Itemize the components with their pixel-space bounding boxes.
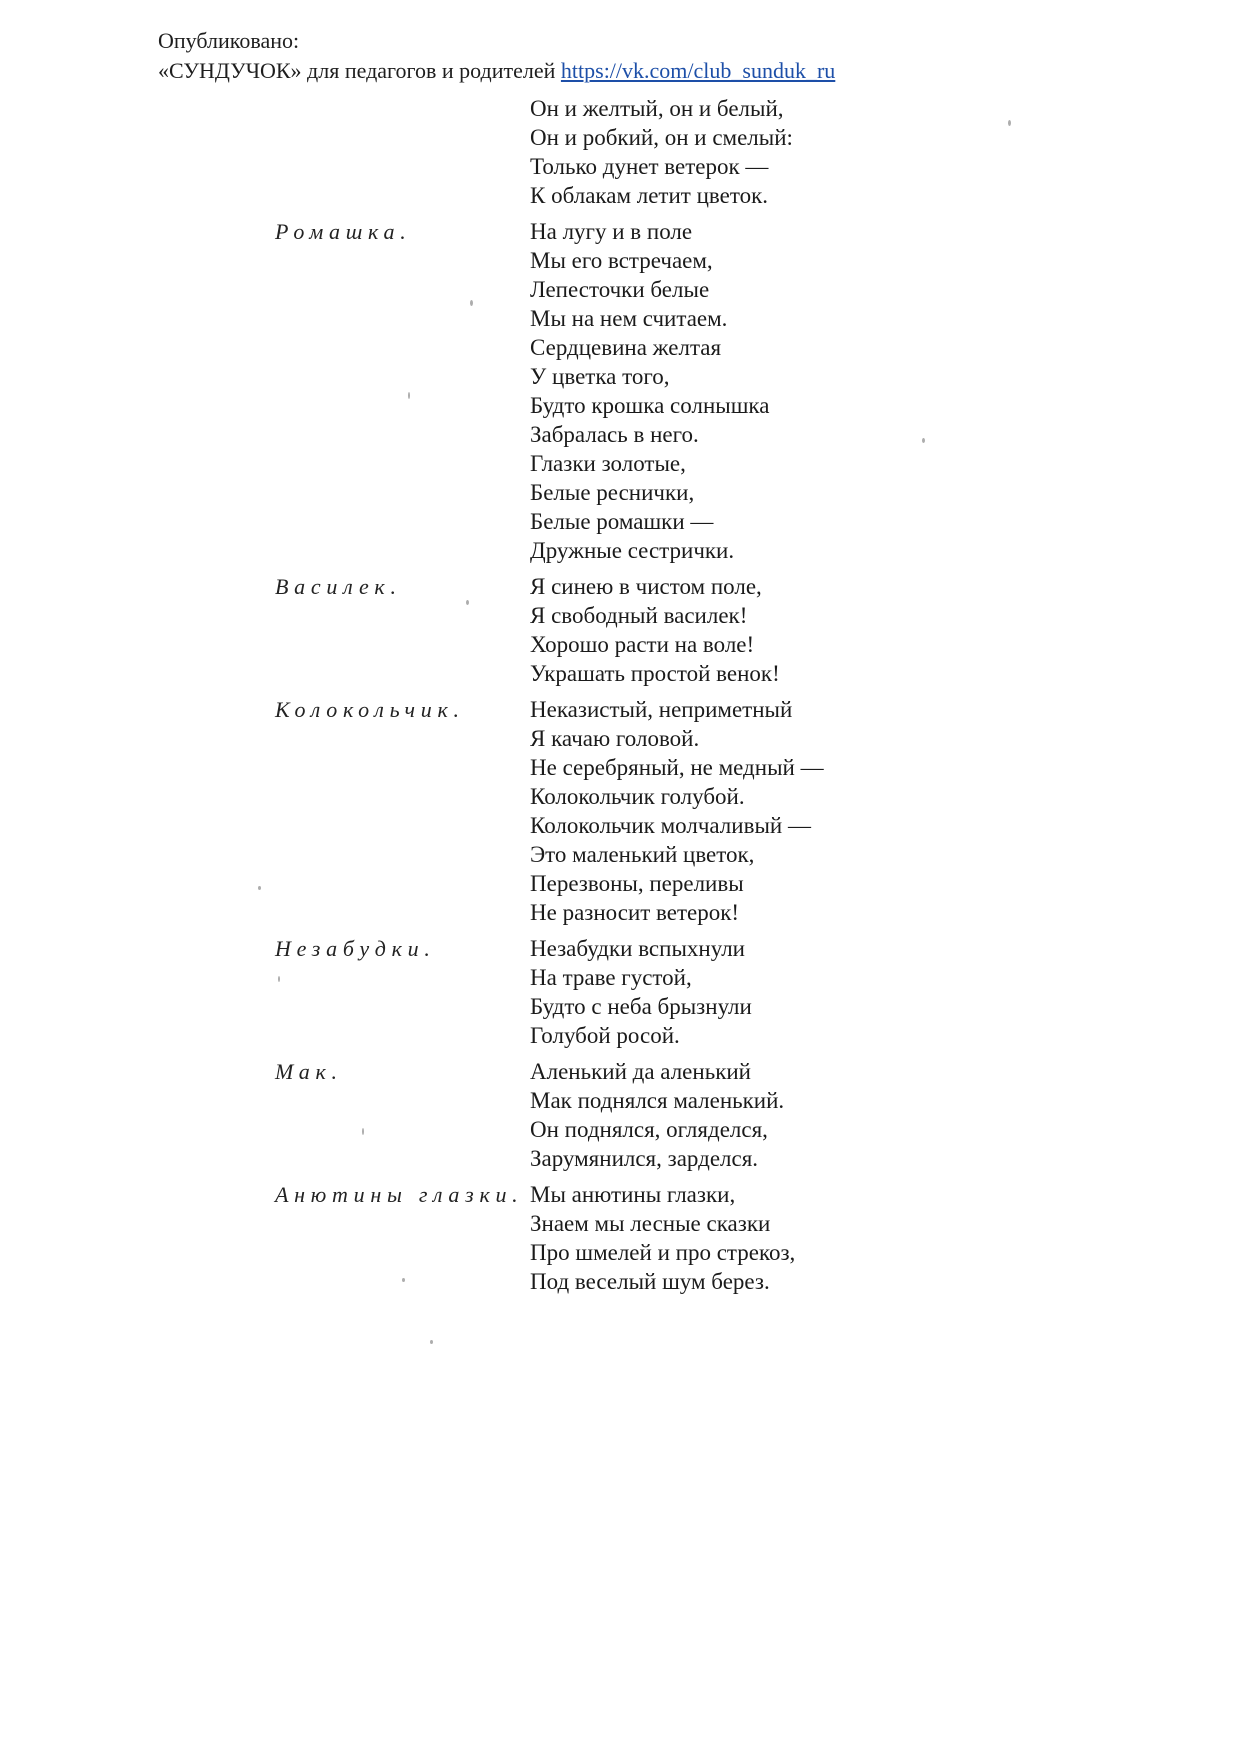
poem-line: Голубой росой. [530, 1023, 680, 1048]
vk-club-link[interactable]: https://vk.com/club_sunduk_ru [560, 58, 836, 83]
poem-line: Глазки золотые, [530, 451, 686, 476]
poem-lines [530, 1180, 1120, 1296]
poem-line: Неказистый, неприметный [530, 697, 793, 722]
poem-section [275, 695, 1120, 927]
poem-lines [530, 572, 1120, 688]
poem-line: Мак поднялся маленький. [530, 1088, 785, 1113]
poem-line: Не серебряный, не медный — [530, 755, 824, 780]
poem-lines [530, 934, 1120, 1050]
poem-line: Колокольчик голубой. [530, 784, 745, 809]
scan-speckle [362, 1128, 364, 1135]
poem-line: Дружные сестрички. [530, 538, 735, 563]
speaker-label: Анютины глазки. [275, 1182, 524, 1207]
source-line [158, 56, 1240, 86]
speaker-label: Ромашка. [275, 219, 412, 244]
document-header [158, 0, 1240, 86]
poem-lines [530, 1057, 1120, 1173]
poem-table [275, 94, 1120, 1296]
poem-line: Это маленький цветок, [530, 842, 755, 867]
poem-line: Только дунет ветерок — [530, 154, 769, 179]
poem-line: Зарумянился, зарделся. [530, 1146, 759, 1171]
poem-line: На траве густой, [530, 965, 692, 990]
scan-speckle [466, 600, 469, 605]
scan-speckle [1008, 120, 1011, 126]
scan-speckle [258, 886, 261, 890]
scan-speckle [408, 392, 410, 399]
poem-line: Я свободный василек! [530, 603, 748, 628]
poem-section [275, 1057, 1120, 1173]
poem-line: Колокольчик молчаливый — [530, 813, 811, 838]
speaker-label: Мак. [275, 1059, 343, 1084]
poem-line: Незабудки вспыхнули [530, 936, 745, 961]
poem-line: Знаем мы лесные сказки [530, 1211, 771, 1236]
poem-line: Аленький да аленький [530, 1059, 751, 1084]
poem-line: Перезвоны, переливы [530, 871, 744, 896]
poem-line: Я синею в чистом поле, [530, 574, 762, 599]
poem-line: Не разносит ветерок! [530, 900, 740, 925]
speaker-label: Василек. [275, 574, 402, 599]
poem-lines [530, 94, 1120, 210]
poem-line: Белые ромашки — [530, 509, 714, 534]
scan-speckle [402, 1278, 405, 1282]
scan-speckle [470, 300, 473, 306]
speaker-label: Незабудки. [275, 936, 436, 961]
poem-section [275, 934, 1120, 1050]
poem-line: Он и желтый, он и белый, [530, 96, 784, 121]
poem-line: Мы его встречаем, [530, 248, 713, 273]
speaker-label: Колокольчик. [275, 697, 465, 722]
poem-line: На лугу и в поле [530, 219, 693, 244]
poem-line: Мы на нем считаем. [530, 306, 728, 331]
poem-line: Хорошо расти на воле! [530, 632, 755, 657]
poem-line: Я качаю головой. [530, 726, 700, 751]
poem-line: Будто крошка солнышка [530, 393, 770, 418]
poem-line: Мы анютины глазки, [530, 1182, 736, 1207]
scan-speckle [278, 976, 280, 982]
poem-line: Сердцевина желтая [530, 335, 722, 360]
poem-line: Лепесточки белые [530, 277, 710, 302]
scan-speckle [922, 438, 925, 443]
poem-lines [530, 695, 1120, 927]
published-label: Опубликовано: [158, 28, 300, 53]
poem-line: У цветка того, [530, 364, 670, 389]
poem-line: Украшать простой венок! [530, 661, 780, 686]
poem-line: К облакам летит цветок. [530, 183, 769, 208]
poem-line: Он и робкий, он и смелый: [530, 125, 793, 150]
scan-speckle [430, 1340, 433, 1344]
poem-lines [530, 217, 1120, 565]
poem-line: Про шмелей и про стрекоз, [530, 1240, 796, 1265]
poem-line: Белые реснички, [530, 480, 695, 505]
poem-section [275, 217, 1120, 565]
poem-line: Под веселый шум берез. [530, 1269, 770, 1294]
source-prefix-text: «СУНДУЧОК» для педагогов и родителей [158, 58, 561, 83]
poem-line: Он поднялся, огляделся, [530, 1117, 768, 1142]
poem-line: Будто с неба брызнули [530, 994, 752, 1019]
poem-section [275, 572, 1120, 688]
poem-section [275, 94, 1120, 210]
poem-line: Забралась в него. [530, 422, 699, 447]
